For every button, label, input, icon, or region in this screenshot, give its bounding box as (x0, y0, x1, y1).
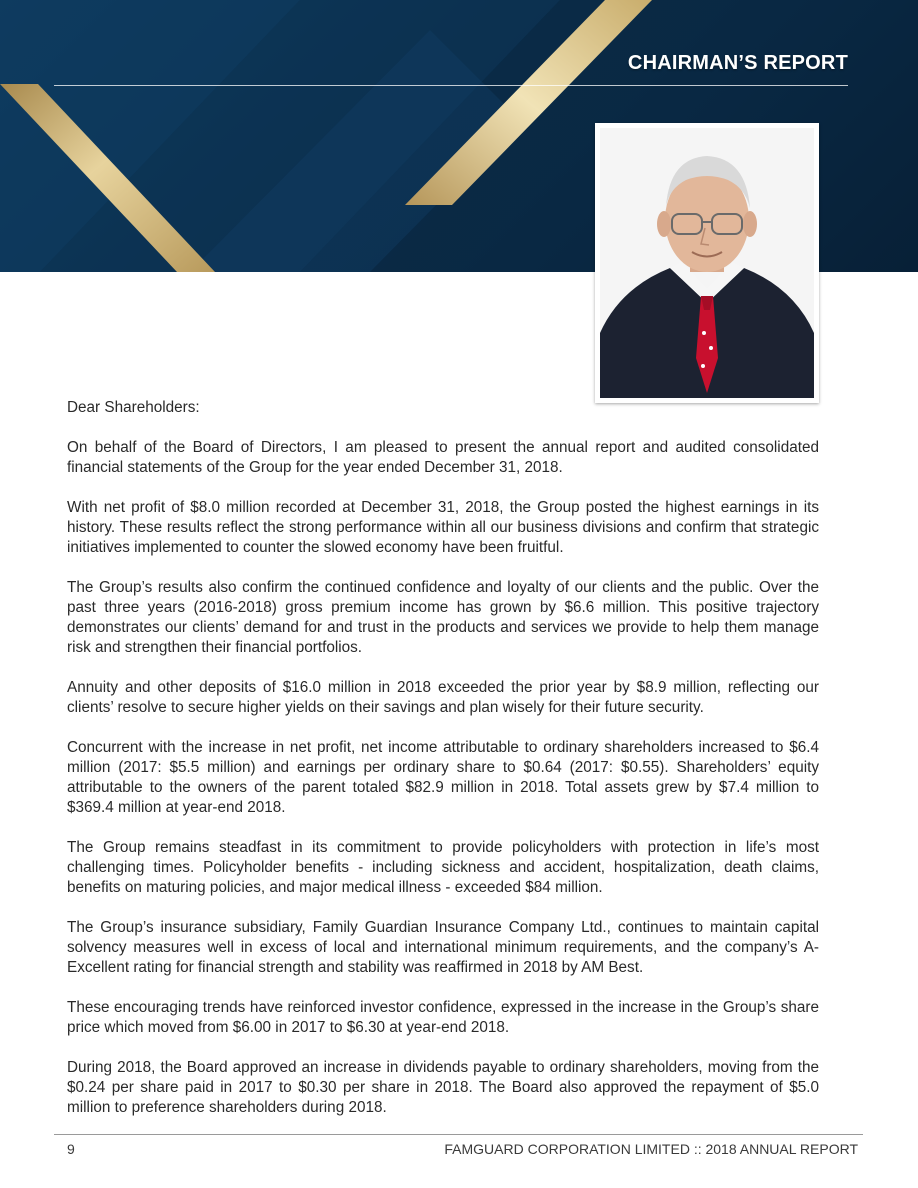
paragraph: These encouraging trends have reinforced investor confidence, expressed in the increase in the Group’s share price which moved from $6.00 in 2017 to $6.30 at year-end 2018. (67, 999, 819, 1036)
footer-publication: FAMGUARD CORPORATION LIMITED :: 2018 ANNUAL REPORT (444, 1141, 858, 1157)
paragraph: Annuity and other deposits of $16.0 million in 2018 exceeded the prior year by $8.9 million, reflecting our clients’ resolve to secure higher yields on their savings and plan wisely for their future security. (67, 679, 819, 716)
page-number: 9 (67, 1141, 75, 1157)
chairman-photo-frame (595, 123, 819, 403)
chairman-portrait (600, 128, 814, 398)
paragraph: The Group’s insurance subsidiary, Family Guardian Insurance Company Ltd., continues to maintain capital solvency measures well in excess of local and international minimum requirements, and the company’s A-Excellent rating for financial strength and stability was reaffirmed in 2018 by AM Best. (67, 919, 819, 976)
page-title: CHAIRMAN’S REPORT (627, 52, 848, 74)
paragraph: The Group’s results also confirm the continued confidence and loyalty of our clients and the public. Over the past three years (2016-2018) gross premium income has grown by $6.6 million. This positive trajectory demonstrates our clients’ demand for and trust in the products and services we provide to help them manage risk and strengthen their financial portfolios. (67, 579, 819, 656)
paragraph: Concurrent with the increase in net profit, net income attributable to ordinary shareholders increased to $6.4 million (2017: $5.5 million) and earnings per ordinary share to $0.64 (2017: $0.55). Shareholders’ equity attributable to the owners of the parent totaled $82.9 million in 2018. Total assets grew by $7.4 million to $369.4 million at year-end 2018. (67, 739, 819, 816)
paragraph: The Group remains steadfast in its commitment to provide policyholders with protection in life’s most challenging times. Policyholder benefits - including sickness and accident, hospitalization, death claims, benefits on maturing policies, and major medical illness - exceeded $84 million. (67, 839, 819, 896)
paragraph: With net profit of $8.0 million recorded at December 31, 2018, the Group posted the highest earnings in its history. These results reflect the strong performance within all our business divisions and confirm that strategic initiatives implemented to counter the slowed economy have been fruitful. (67, 499, 819, 556)
paragraph: On behalf of the Board of Directors, I am pleased to present the annual report and audited consolidated financial statements of the Group for the year ended December 31, 2018. (67, 439, 819, 476)
chairman-photo (600, 128, 814, 398)
letter-body (67, 398, 819, 1138)
paragraph: During 2018, the Board approved an increase in dividends payable to ordinary shareholders, moving from the $0.24 per share paid in 2017 to $0.30 per share in 2018. The Board also approved the repayment of $5.0 million to preference shareholders during 2018. (67, 1059, 819, 1116)
greeting: Dear Shareholders: (67, 399, 200, 416)
footer-divider (54, 1134, 863, 1135)
title-divider (54, 85, 848, 86)
